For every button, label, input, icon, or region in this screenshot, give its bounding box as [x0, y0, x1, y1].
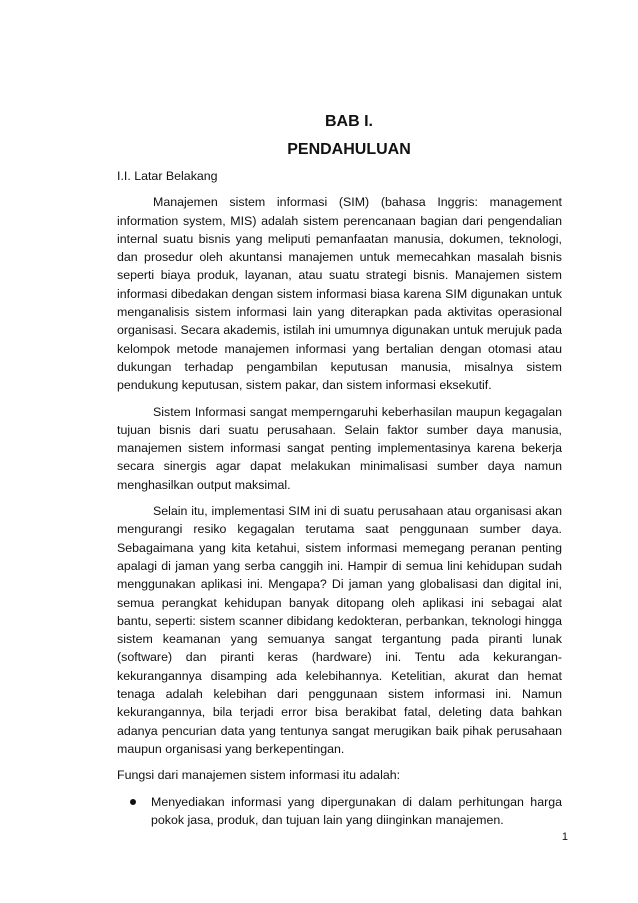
page-number: 1: [561, 831, 568, 843]
bullet-icon: [130, 799, 136, 805]
paragraph: Selain itu, implementasi SIM ini di suatu perusahaan atau organisasi akan mengurangi resiko kegagalan terutama saat penggunaan sumber daya. Sebagaimana yang kita ketahui, sistem informasi memegang peranan penting apalagi di jaman yang serba canggih ini. Hampir di semua lini kehidupan sudah menggunakan aplikasi ini. Mengapa? Di jaman yang globalisasi dan digital ini, semua perangkat kehidupan banyak ditopang oleh aplikasi ini sebagai alat bantu, seperti: sistem scanner dibidang kedokteran, perbankan, teknologi hingga sistem keamanan yang semuanya sangat tergantung pada piranti lunak (software) dan piranti keras (hardware) ini. Tentu ada kekurangan-kekurangannya disamping ada kelebihannya. Ketelitian, akurat dan hemat tenaga adalah kelebihan dari penggunaan sistem informasi ini. Namun kekurangannya, bila terjadi error bisa berakibat fatal, deleting data bahkan adanya pencurian data yang tentunya sangat merugikan baik pihak perusahaan maupun organisasi yang berkepentingan.: [117, 504, 562, 756]
paragraph: Manajemen sistem informasi (SIM) (bahasa Inggris: management information system, MIS) adalah sistem perencanaan bagian dari pengendalian internal suatu bisnis yang meliputi pemanfaatan manusia, dokumen, teknologi, dan prosedur oleh akuntansi manajemen untuk memecahkan masalah bisnis seperti biaya produk, layanan, atau suatu strategi bisnis. Manajemen sistem informasi dibedakan dengan sistem informasi biasa karena SIM digunakan untuk menganalisis sistem informasi lain yang diterapkan pada aktivitas operasional organisasi. Secara akademis, istilah ini umumnya digunakan untuk merujuk pada kelompok metode manajemen informasi yang bertalian dengan otomasi atau dukungan terhadap pengambilan keputusan manusia, misalnya sistem pendukung keputusan, sistem pakar, dan sistem informasi eksekutif.: [117, 195, 562, 393]
functions-intro: Fungsi dari manajemen sistem informasi itu adalah:: [117, 768, 401, 783]
list-item: [117, 793, 562, 830]
functions-list: [117, 793, 562, 830]
chapter-title: PENDAHULUAN: [287, 141, 411, 158]
document-body: [117, 167, 562, 829]
chapter-number: BAB I.: [325, 113, 373, 130]
section-heading: I.I. Latar Belakang: [117, 169, 218, 183]
paragraph: Sistem Informasi sangat memperngaruhi keberhasilan maupun kegagalan tujuan bisnis dari suatu perusahaan. Selain faktor sumber daya manusia, manajemen sistem informasi sangat penting implementasinya karena bekerja secara sinergis agar dapat melakukan minimalisasi sumber daya namun menghasilkan output maksimal.: [117, 404, 562, 492]
list-item-text: Menyediakan informasi yang dipergunakan di dalam perhitungan harga pokok jasa, produk, dan tujuan lain yang diinginkan manajemen.: [151, 794, 562, 827]
